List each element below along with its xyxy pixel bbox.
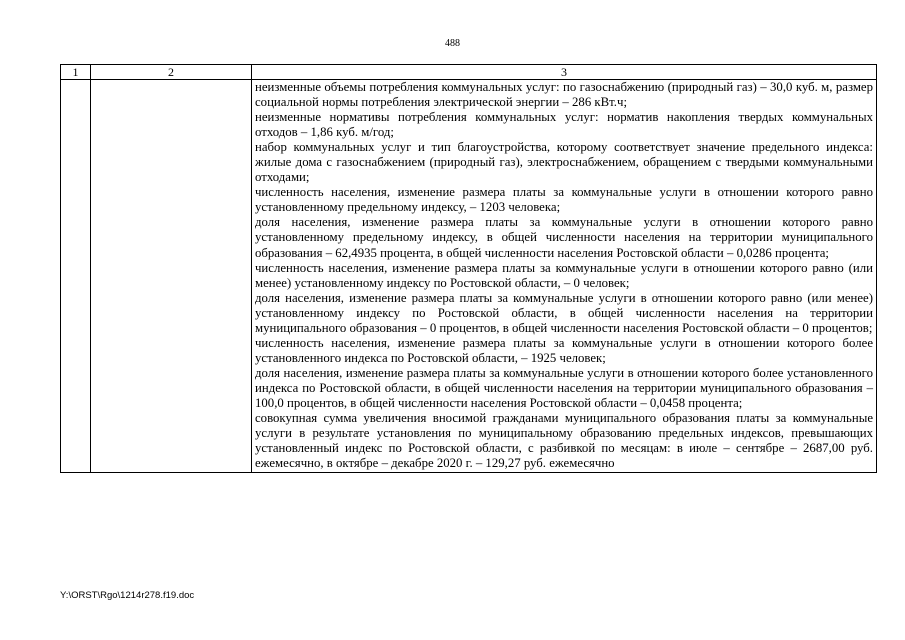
paragraph-population-equal-limit: численность населения, изменение размера платы за коммунальные услуги в отношении которого равно установленному предельному индексу, – 1203 человека; (255, 185, 873, 215)
paragraph-consumption-volumes: неизменные объемы потребления коммунальных услуг: по газоснабжению (природный газ) – 30,0 куб. м, размер социальной нормы потребления электрической энергии – 286 кВт.ч; (255, 80, 873, 110)
paragraph-share-equal-or-less-regional: доля населения, изменение размера платы за коммунальные услуги в отношении которого равно (или менее) установленному индексу по Ростовской области, в общей численности населения на территории муниципального образования – 0 процентов, в общей численности населения Ростовской области – 0 процентов; (255, 290, 873, 335)
paragraph-share-equal-limit: доля населения, изменение размера платы за коммунальные услуги в отношении которого равно установленному предельному индексу, в общей численности населения на территории муниципального образования – 62,4935 процента, в общей численности населения Ростовской области – 0,0286 процента; (255, 215, 873, 260)
paragraph-population-above-regional: численность населения, изменение размера платы за коммунальные услуги в отношении которого более установленного индекса по Ростовской области, – 1925 человек; (255, 335, 873, 365)
table-header-row (61, 65, 877, 80)
cell-col-3 (252, 80, 877, 473)
document-table (60, 64, 877, 473)
table-row (61, 80, 877, 473)
file-path-footer: Y:\ORST\Rgo\1214r278.f19.doc (60, 590, 195, 601)
column-header-2: 2 (91, 65, 252, 80)
column-header-1: 1 (61, 65, 91, 80)
paragraph-share-above-regional: доля населения, изменение размера платы за коммунальные услуги в отношении которого более установленного индекса по Ростовской области, в общей численности населения на территории муниципального образования – 100,0 процентов, в общей численности населения Ростовской области – 0,0458 процента; (255, 365, 873, 410)
paragraph-services-set: набор коммунальных услуг и тип благоустройства, которому соответствует значение предельного индекса: жилые дома с газоснабжением (природный газ), электроснабжением, обращением с твердыми коммунальными отходами; (255, 140, 873, 185)
cell-col-2 (91, 80, 252, 473)
paragraph-total-increase: совокупная сумма увеличения вносимой гражданами муниципального образования платы за коммунальные услуги в результате установления по муниципальному образованию предельных индексов, превышающих установленный индекс по Ростовской области, с разбивкой по месяцам: в июле – сентябре – 2687,00 руб. ежемесячно, в октябре – декабре 2020 г. – 129,27 руб. ежемесячно (255, 411, 873, 471)
paragraph-population-equal-or-less-regional: численность населения, изменение размера платы за коммунальные услуги в отношении которого равно (или менее) установленному индексу по Ростовской области, – 0 человек; (255, 260, 873, 290)
page-number: 488 (445, 38, 460, 49)
paragraph-consumption-norms: неизменные нормативы потребления коммунальных услуг: норматив накопления твердых коммунальных отходов – 1,86 куб. м/год; (255, 110, 873, 140)
cell-col-1 (61, 80, 91, 473)
column-header-3: 3 (252, 65, 877, 80)
